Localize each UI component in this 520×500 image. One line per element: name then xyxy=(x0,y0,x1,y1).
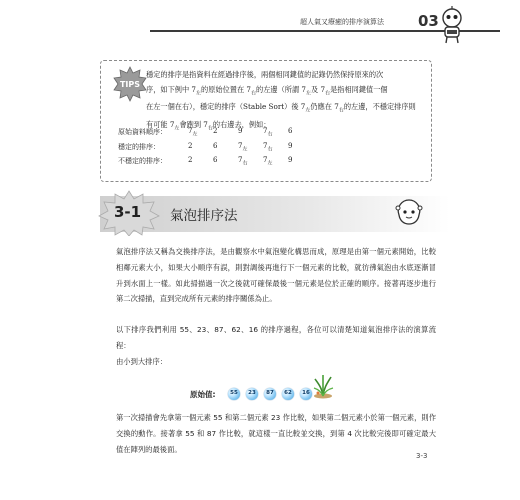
sort-row xyxy=(118,142,418,157)
sort-row-label: 原始資料順序： xyxy=(118,128,167,136)
paragraph-intro: 氣泡排序法又稱為交換排序法，是由觀察水中氣泡變化構思而成，原理是由第一個元素開始，比較相鄰元素大小，如果大小順序有誤，則對調後再進行下一個元素的比較，就彷彿氣泡由水底逐漸冒升到水面上一樣。如此掃描過一次之後就可確保最後一個元素是位於正確的順序。接著再逐步進行第二次掃描，直到完成所有元素的排序關係為止。 xyxy=(116,247,436,304)
mascot-icon xyxy=(438,6,466,44)
page-number: 3-3 xyxy=(416,452,428,460)
sort-value: $7_左$ xyxy=(188,127,198,138)
sort-value: 6 xyxy=(213,156,218,164)
page-header xyxy=(0,0,520,36)
sort-value: 9 xyxy=(238,127,243,135)
tips-line-4: 有可能 $7_左$會跑到 $7_右$的右邊去，例如： xyxy=(146,120,271,132)
tips-badge-label: TIPS xyxy=(119,80,141,89)
sort-value: $7_右$ xyxy=(263,141,273,152)
value-bubble: 23 xyxy=(246,388,258,400)
sort-row xyxy=(118,156,418,171)
value-bubble: 55 xyxy=(228,388,240,400)
section-number: 3-1 xyxy=(114,203,142,221)
sort-value: 6 xyxy=(213,141,218,150)
sort-value: 6 xyxy=(288,127,293,135)
paragraph-first-pass: 第一次掃描會先拿第一個元素 55 和第二個元素 23 作比較，如果第二個元素小於第一個元素，則作交換的動作。接著拿 55 和 87 作比較，就這樣一直比較並交換，到第 4 次比較完後即可確定最大值在陣列的最後面。 xyxy=(116,413,436,454)
original-values-label: 原始值: xyxy=(190,390,216,399)
paragraph-order: 由小到大排序： xyxy=(116,357,168,366)
sort-value: 9 xyxy=(288,141,293,150)
chapter-number: 03 xyxy=(418,12,439,30)
value-bubble: 16 xyxy=(300,388,312,400)
sort-example-table xyxy=(118,127,418,171)
sort-row xyxy=(118,127,418,142)
sort-value: 2 xyxy=(188,141,193,150)
section-title: 氣泡排序法 xyxy=(170,208,238,224)
tips-line-2: 序，如下例中 $7_左$的原始位置在 $7_右$的左邊（所謂 $7_左$及 $7_右$是指相同鍵值一個 xyxy=(146,84,388,96)
paragraph-example: 以下排序我們利用 55、23、87、62、16 的排序過程，各位可以清楚知道氣泡排序法的演算流程： xyxy=(116,325,436,350)
sort-row-label: 穩定的排序： xyxy=(118,142,160,151)
water-plant-icon xyxy=(312,373,334,399)
sort-value: $7_左$ xyxy=(238,141,248,152)
sort-value: 9 xyxy=(288,156,293,164)
sort-value: 2 xyxy=(188,156,193,164)
value-bubble: 62 xyxy=(282,388,294,400)
sort-value: $7_右$ xyxy=(238,156,248,167)
tips-badge-icon xyxy=(112,66,148,102)
value-bubble: 87 xyxy=(264,388,276,400)
sort-value: $7_右$ xyxy=(263,127,273,138)
tips-line-3: 在左一個在右），穩定的排序（Stable Sort）後 $7_左$仍應在 $7_右$的左邊，不穩定排序則 xyxy=(146,102,416,114)
mascot-face-icon xyxy=(394,197,424,227)
tips-line-1: 穩定的排序是指資料在經過排序後，兩個相同鍵值的記錄仍然保持原來的次 xyxy=(146,70,384,79)
sort-value: $7_左$ xyxy=(263,156,273,167)
sort-row-label: 不穩定的排序： xyxy=(118,157,167,165)
sort-value: 2 xyxy=(213,127,218,135)
header-title: 超人氣又療癒的排序演算法 xyxy=(300,18,384,26)
